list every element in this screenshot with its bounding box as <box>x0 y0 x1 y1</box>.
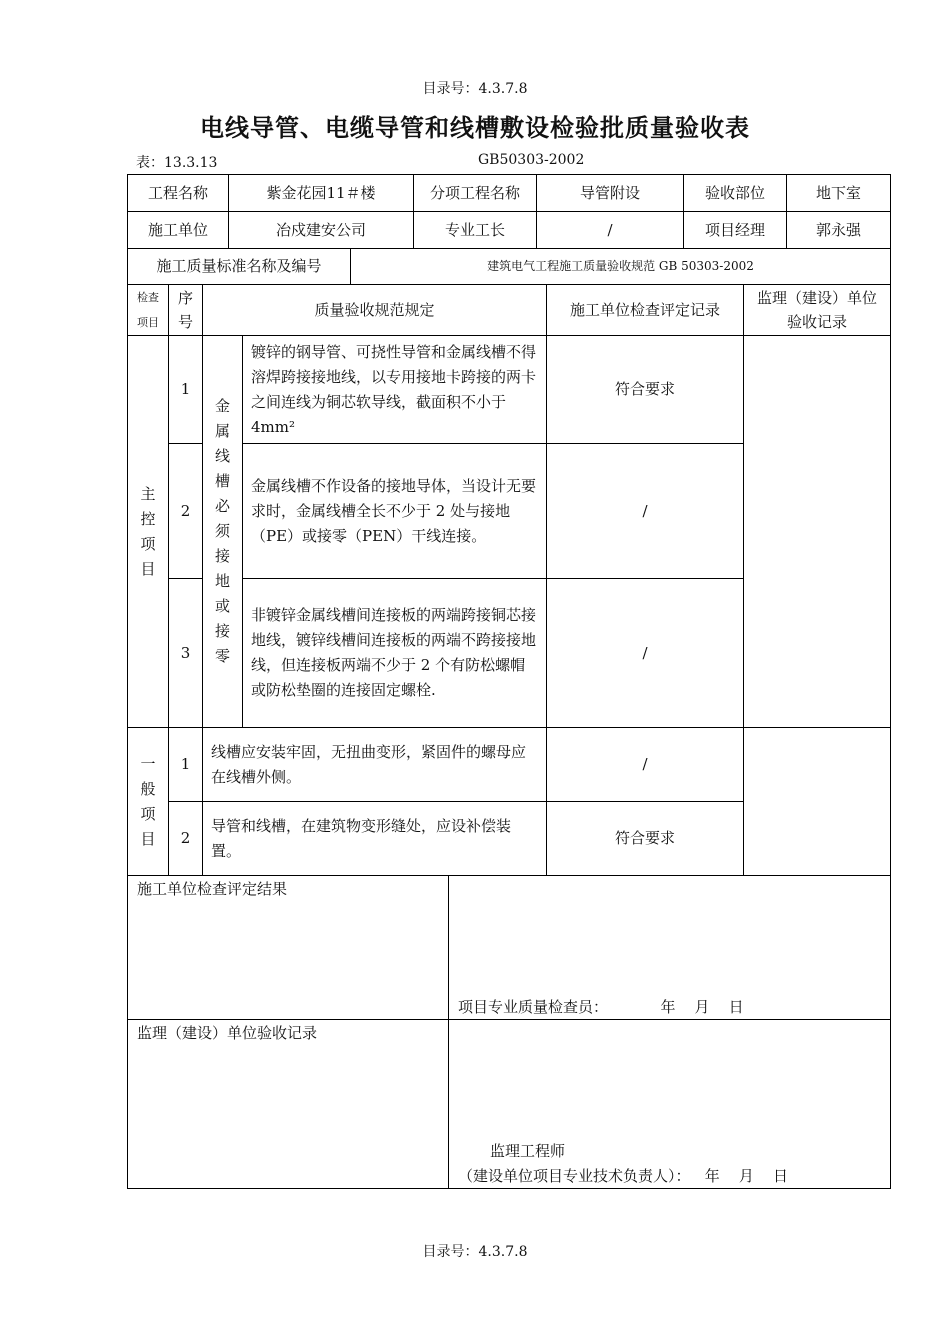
catalog-number-bottom: 目录号：4.3.7.8 <box>422 1244 528 1260</box>
col-check-item: 检查项目 <box>137 291 159 329</box>
engineer-signature-line: （建设单位项目专业技术负责人）： 年 月 日 <box>458 1167 788 1185</box>
manager-value: 郭永强 <box>815 220 861 239</box>
table-number: 表：13.3.13 <box>136 155 218 171</box>
acceptance-part-label: 验收部位 <box>704 183 765 202</box>
main-sub-label: 金属线槽必须接地或接零 <box>214 397 230 665</box>
col-contractor-record: 施工单位检查评定记录 <box>569 300 720 319</box>
general-item-2-seq: 2 <box>180 829 191 847</box>
main-item-1-record: 符合要求 <box>614 380 675 398</box>
standard-name-value: 建筑电气工程施工质量验收规范 GB 50303-2002 <box>487 259 754 273</box>
supervisor-record-label: 监理（建设）单位验收记录 <box>137 1024 318 1042</box>
general-item-1-seq: 1 <box>180 755 191 773</box>
standard-name-label: 施工质量标准名称及编号 <box>156 257 322 275</box>
catalog-number-top: 目录号：4.3.7.8 <box>422 81 528 97</box>
main-item-2-seq: 2 <box>180 501 191 520</box>
main-item-2-spec: 金属线槽不作设备的接地导体，当设计无要求时，金属线槽全长不少于 2 处与接地（PE）或接零（PEN）干线连接。 <box>251 476 537 545</box>
contractor-label: 施工单位 <box>147 220 208 239</box>
project-name-label: 工程名称 <box>147 183 208 202</box>
page-title: 电线导管、电缆导管和线槽敷设检验批质量验收表 <box>200 114 750 142</box>
main-item-2-record: / <box>642 501 648 520</box>
main-item-1-seq: 1 <box>180 380 191 398</box>
main-item-3-spec: 非镀锌金属线槽间连接板的两端跨接铜芯接地线，镀锌线槽间连接板的两端不跨接接地线，但连接板两端不少于 2 个有防松螺帽或防松垫圈的连接固定螺栓. <box>251 606 537 699</box>
main-item-1-spec: 镀锌的钢导管、可挠性导管和金属线槽不得溶焊跨接接地线，以专用接地卡跨接的两卡之间连线为铜芯软导线，截面积不小于 4mm² <box>251 342 537 436</box>
sub-project-value: 导管附设 <box>579 183 640 202</box>
project-name-value: 紫金花园11＃楼 <box>266 183 376 202</box>
supervising-engineer-label: 监理工程师 <box>490 1142 566 1160</box>
foreman-label: 专业工长 <box>444 220 505 239</box>
sub-project-label: 分项工程名称 <box>429 183 520 202</box>
manager-label: 项目经理 <box>704 220 765 239</box>
main-item-3-seq: 3 <box>180 643 191 662</box>
col-spec: 质量验收规范规定 <box>314 300 435 319</box>
col-seq: 序号 <box>177 289 193 331</box>
main-item-3-record: / <box>642 643 648 662</box>
general-item-2-record: 符合要求 <box>614 829 675 847</box>
acceptance-part-value: 地下室 <box>815 183 861 202</box>
contractor-result-label: 施工单位检查评定结果 <box>137 880 288 898</box>
foreman-value: / <box>607 220 613 239</box>
general-item-2-spec: 导管和线槽，在建筑物变形缝处，应设补偿装置。 <box>211 816 512 860</box>
standard-code: GB50303-2002 <box>478 152 585 168</box>
general-group-label: 一般项目 <box>140 754 156 848</box>
col-supervisor-record: 监理（建设）单位验收记录 <box>756 289 877 331</box>
inspector-signature-line: 项目专业质量检查员： 年 月 日 <box>458 998 744 1016</box>
contractor-value: 冶戍建安公司 <box>275 220 366 239</box>
general-item-1-spec: 线槽应安装牢固，无扭曲变形，紧固件的螺母应在线槽外侧。 <box>211 742 527 786</box>
main-control-group-label: 主控项目 <box>140 484 156 578</box>
general-item-1-record: / <box>642 755 648 773</box>
